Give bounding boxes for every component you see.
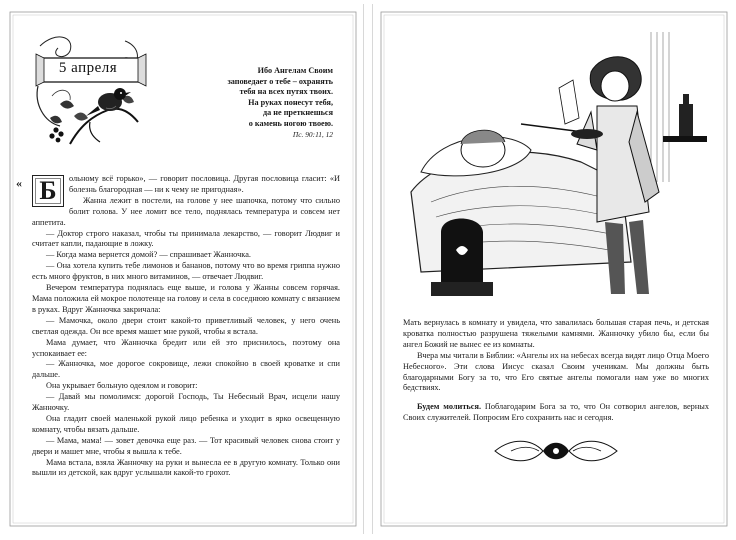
- opening-quote: «: [16, 176, 22, 190]
- epigraph-line: заповедает о тебе – охранять: [227, 76, 333, 86]
- drop-cap-letter: Б: [39, 176, 57, 205]
- paragraph: — Она хотела купить тебе лимонов и бананов, потому что во время гриппа нужно есть много фруктов, в них много витаминов, — отвечает Людвиг.: [32, 261, 340, 282]
- paragraph: Жанна лежит в постели, на голове у нее шапочка, потому что сильно болит голова. У нее ломит все тело, поднялась температура и совсем нет аппетита.: [32, 195, 340, 227]
- paragraph: Мама встала, взяла Жанночку на руки и вынесла ее в другую комнату. Только они вышли из детской, как вдруг услышали какой-то грохот.: [32, 457, 340, 478]
- paragraph: Вчера мы читали в Библии: «Ангелы их на небесах всегда видят лицо Отца Моего Небесного». Эти слова Иисус сказал Своим ученикам. Мы должны быть благодарными Богу за то, что Его святые ангелы помогали нам уже во многих бедствиях.: [403, 350, 709, 393]
- epigraph: [183, 66, 333, 140]
- epigraph-reference: Пс. 90:11, 12: [292, 129, 333, 139]
- paragraph: — Когда мама вернется домой? — спрашивает Жанночка.: [46, 250, 251, 260]
- epigraph-line: да не преткнешься: [263, 108, 333, 118]
- epigraph-line: На руках понесут тебя,: [248, 97, 333, 107]
- sick-girl-illustration: [401, 32, 707, 304]
- bird-ornament-illustration: [30, 26, 150, 146]
- drop-cap-frame: [32, 175, 64, 207]
- prayer-text: Поблагодарим Бога за то, что Он сотворил ангелов, верных Своих служителей. Попросим Его сохранить нас и сегодня.: [403, 402, 709, 423]
- paragraph: Она укрывает больную одеялом и говорит:: [46, 381, 198, 391]
- date-banner: 5 апреля: [58, 59, 118, 76]
- paragraph: Мать вернулась в комнату и увидела, что завалилась большая старая печь, и детская кроватка полностью разрушена тяжелыми камнями. Жанночку убило бы, если бы ангел Божий не вынес ее из комнаты.: [403, 318, 709, 349]
- paragraph: Она гладит своей маленькой рукой лицо ребенка и уходит в ярко освещенную комнату, чтобы вязать дальше.: [32, 413, 340, 434]
- paragraph: — Мамочка, около двери стоит какой-то приветливый человек, у него очень светлая одежда. Он все время машет мне рукой, чтобы я встала.: [32, 315, 340, 336]
- epigraph-line: Ибо Ангелам Своим: [257, 66, 333, 75]
- paragraph: — Доктор строго наказал, чтобы ты принимала лекарство, — говорит Людвиг и считает капли, падающие в ложку.: [32, 228, 340, 249]
- paragraph: — Жанночка, мое дорогое сокровище, лежи спокойно в своей кроватке и спи дальше.: [32, 359, 340, 380]
- paragraph: Вечером температура поднялась еще выше, и голова у Жанны совсем горячая. Мама положила ей мокрое полотенце на голову и села в соседнюю комнату с вязанием в руках. Вдруг Жанночка закричала:: [32, 283, 340, 314]
- paragraph: — Давай мы помолимся: дорогой Господь, Ты Небесный Врач, исцели нашу Жанночку.: [32, 392, 340, 413]
- story-ending-text: [403, 318, 709, 424]
- left-page: [2, 4, 364, 534]
- paragraph: ольному всё горько», — говорит пословица. Другая пословица гласит: «И болезнь благородная — ни к чему не пригодная».: [69, 174, 340, 194]
- epigraph-line: о камень ногою твоею.: [248, 118, 333, 128]
- story-text: [32, 174, 340, 479]
- right-page: [372, 4, 734, 534]
- prayer-heading: Будем молиться.: [417, 402, 482, 412]
- decorative-flourish: [491, 434, 621, 468]
- prayer-paragraph: [403, 402, 709, 424]
- epigraph-line: тебя на всех путях твоих.: [239, 87, 333, 97]
- paragraph: — Мама, мама! — зовет девочка еще раз. — Тот красивый человек снова стоит у двери и машет мне, чтобы я вышла к тебе.: [32, 435, 340, 456]
- paragraph: Мама думает, что Жанночка бредит или ей это приснилось, поэтому она успокаивает ее:: [32, 337, 340, 358]
